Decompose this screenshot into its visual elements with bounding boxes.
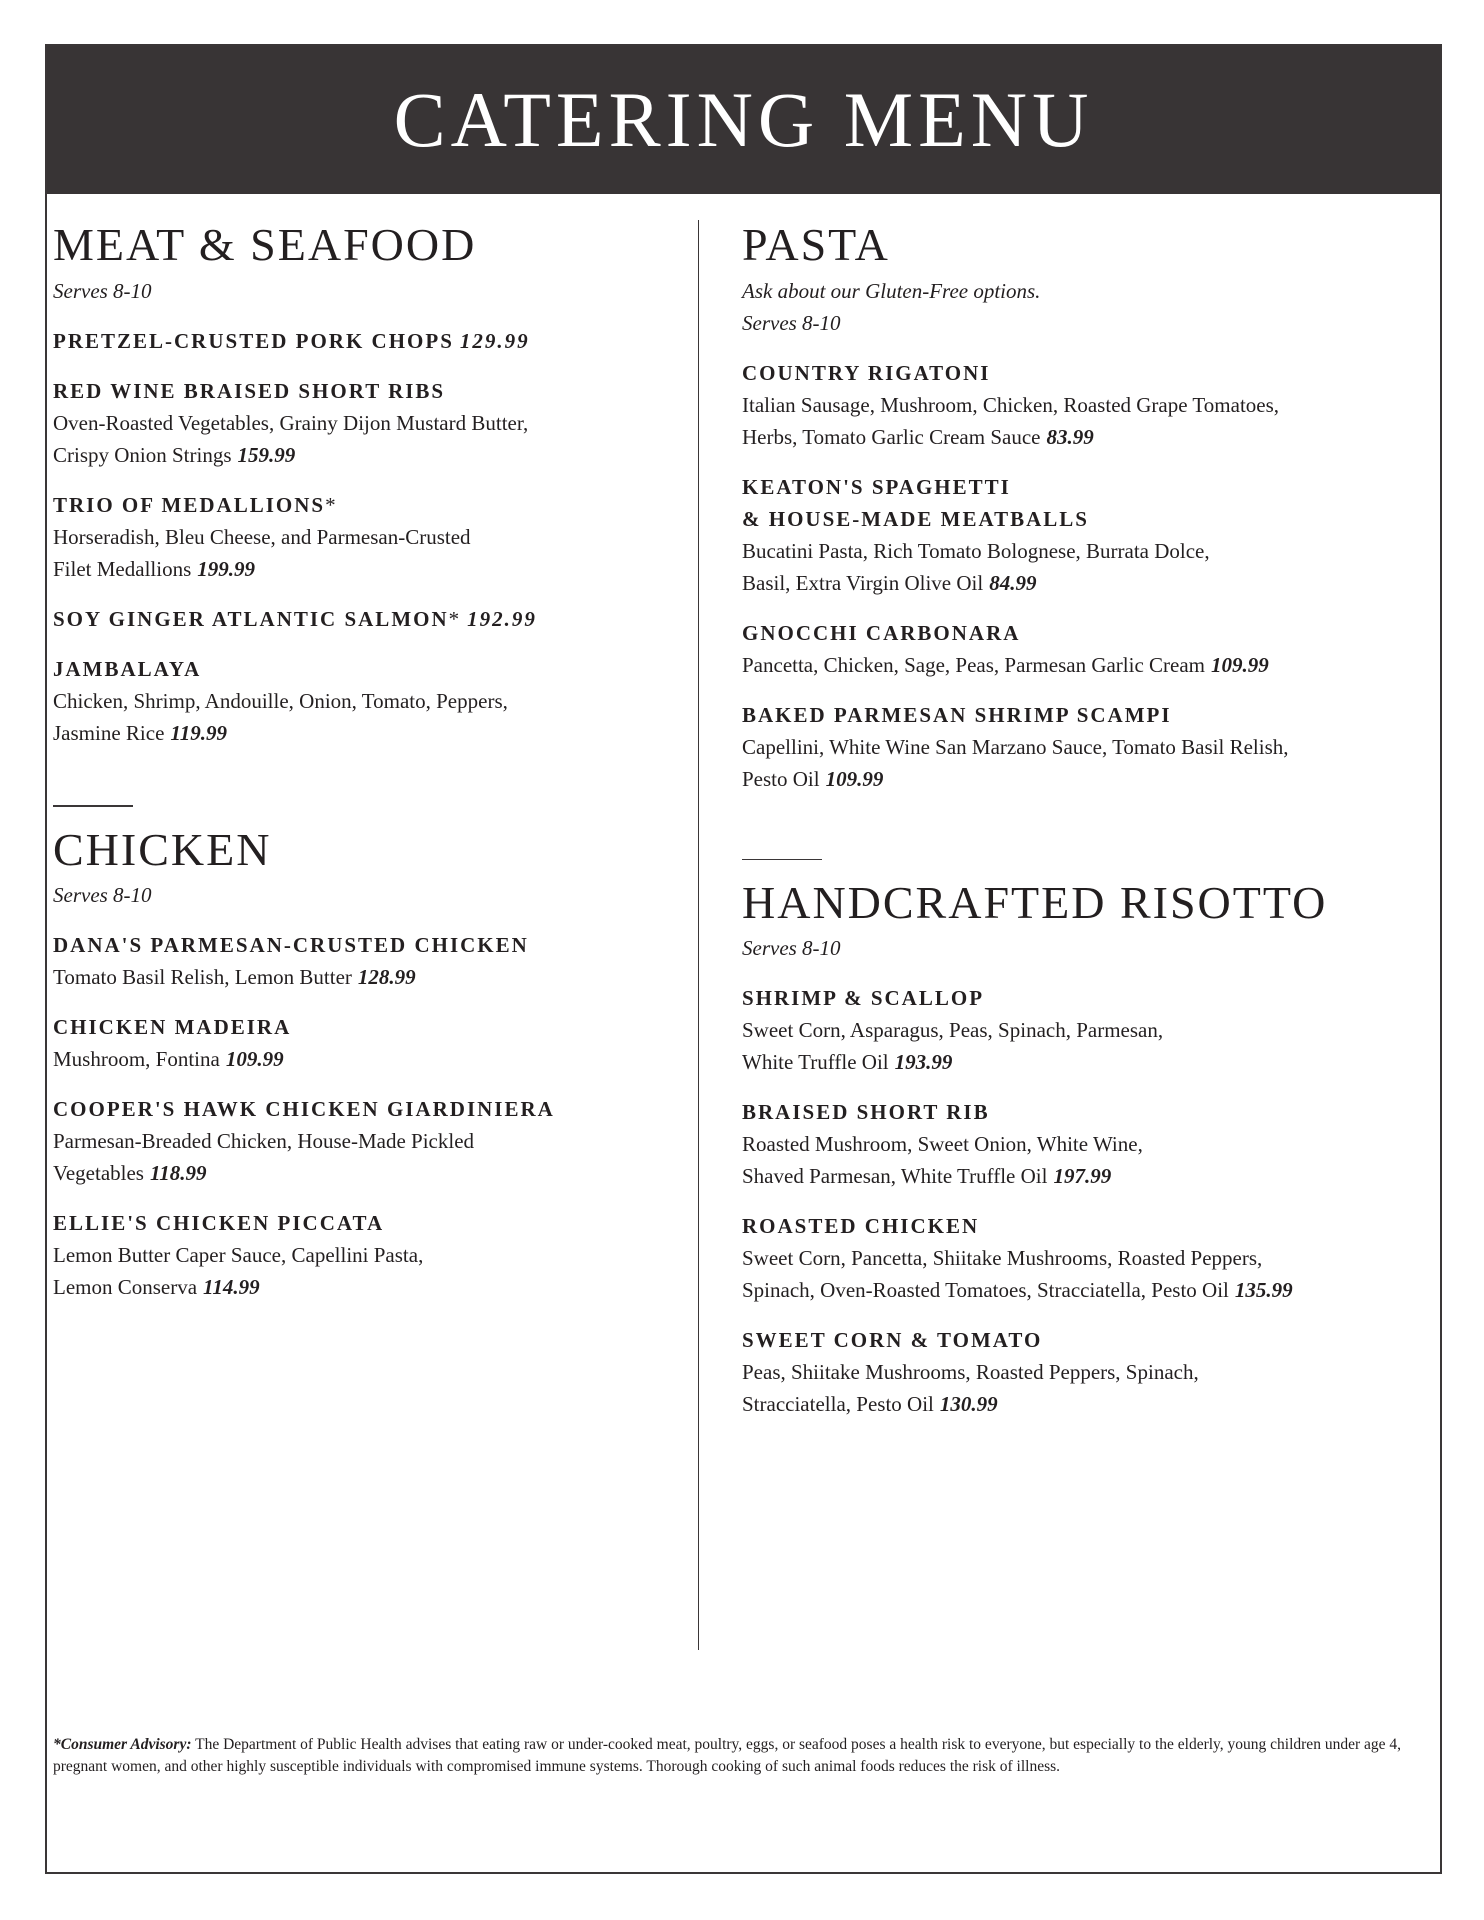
advisory-lead: *Consumer Advisory: <box>53 1736 192 1753</box>
column-divider <box>698 220 699 1650</box>
item-price: 192.99 <box>467 606 537 631</box>
item-desc: Stracciatella, Pesto Oil <box>742 1392 934 1417</box>
item-desc: Pesto Oil <box>742 766 820 791</box>
consumer-advisory <box>53 1734 1436 1778</box>
item-name: JAMBALAYA <box>53 656 202 681</box>
item-price: 84.99 <box>989 570 1037 595</box>
serves-note: Serves 8-10 <box>53 883 152 908</box>
section-title: MEAT & SEAFOOD <box>53 219 477 270</box>
item-desc: Sweet Corn, Pancetta, Shiitake Mushrooms, Roasted Peppers, <box>742 1246 1263 1271</box>
right-column <box>742 220 1362 1420</box>
item-desc: Capellini, White Wine San Marzano Sauce, Tomato Basil Relish, <box>742 734 1289 759</box>
advisory-asterisk: * <box>325 492 338 517</box>
item-price: 130.99 <box>939 1392 998 1417</box>
item-price: 128.99 <box>357 965 416 990</box>
item-desc: Crispy Onion Strings <box>53 442 232 467</box>
item-desc: Sweet Corn, Asparagus, Peas, Spinach, Parmesan, <box>742 1018 1164 1043</box>
item-price: 159.99 <box>237 442 296 467</box>
item-desc: Herbs, Tomato Garlic Cream Sauce <box>742 424 1041 449</box>
advisory-text: The Department of Public Health advises that eating raw or under-cooked meat, poultry, eggs, or seafood poses a health risk to everyone, but especially to the elderly, young children under age 4, pregnant women, and other highly susceptible individuals with compromised immune systems. Thorough cooking of such animal foods reduces the risk of illness. <box>53 1736 1401 1775</box>
item-desc: Filet Medallions <box>53 556 192 581</box>
menu-item <box>53 1093 653 1189</box>
item-name: GNOCCHI CARBONARA <box>742 620 1021 645</box>
serves-note: Serves 8-10 <box>742 310 841 335</box>
menu-item <box>742 1324 1362 1420</box>
item-name: RED WINE BRAISED SHORT RIBS <box>53 378 446 403</box>
item-name: SHRIMP & SCALLOP <box>742 986 985 1011</box>
menu-item <box>742 617 1362 681</box>
menu-item <box>53 1011 653 1075</box>
item-desc: Horseradish, Bleu Cheese, and Parmesan-Crusted <box>53 524 471 549</box>
item-desc: Parmesan-Breaded Chicken, House-Made Pickled <box>53 1129 475 1154</box>
item-name: BAKED PARMESAN SHRIMP SCAMPI <box>742 702 1172 727</box>
menu-item <box>742 357 1362 453</box>
menu-item <box>53 489 653 585</box>
item-name: PRETZEL-CRUSTED PORK CHOPS <box>53 328 454 353</box>
item-name: COUNTRY RIGATONI <box>742 360 991 385</box>
page-title: CATERING MENU <box>393 76 1094 163</box>
menu-item <box>53 929 653 993</box>
item-desc: Jasmine Rice <box>53 720 165 745</box>
item-name: SOY GINGER ATLANTIC SALMON <box>53 606 449 631</box>
item-desc: Lemon Butter Caper Sauce, Capellini Pasta, <box>53 1243 424 1268</box>
item-name: KEATON'S SPAGHETTI <box>742 474 1011 499</box>
menu-item <box>53 653 653 749</box>
section-risotto <box>742 859 1362 1421</box>
item-desc: Roasted Mushroom, Sweet Onion, White Wine, <box>742 1132 1143 1157</box>
item-desc: Chicken, Shrimp, Andouille, Onion, Tomato, Peppers, <box>53 688 508 713</box>
item-price: 109.99 <box>1211 652 1269 677</box>
gluten-free-note: Ask about our Gluten-Free options. <box>742 278 1041 303</box>
section-title: PASTA <box>742 219 890 270</box>
section-chicken <box>53 805 653 1304</box>
item-price: 119.99 <box>170 720 227 745</box>
item-desc: Shaved Parmesan, White Truffle Oil <box>742 1164 1048 1189</box>
item-name: ROASTED CHICKEN <box>742 1214 980 1239</box>
item-desc: Mushroom, Fontina <box>53 1047 220 1072</box>
section-rule <box>53 805 133 807</box>
section-title: HANDCRAFTED RISOTTO <box>742 876 1328 928</box>
item-name: COOPER'S HAWK CHICKEN GIARDINIERA <box>53 1097 555 1122</box>
menu-item <box>742 982 1362 1078</box>
item-desc: Peas, Shiitake Mushrooms, Roasted Peppers, Spinach, <box>742 1360 1199 1385</box>
menu-item <box>742 1096 1362 1192</box>
item-name: BRAISED SHORT RIB <box>742 1100 990 1125</box>
menu-item <box>53 1207 653 1303</box>
item-price: 109.99 <box>225 1047 284 1072</box>
item-price: 193.99 <box>894 1050 953 1075</box>
item-name-line-2: & HOUSE-MADE MEATBALLS <box>742 506 1089 531</box>
left-column <box>53 220 653 1303</box>
item-price: 109.99 <box>825 766 884 791</box>
item-name: CHICKEN MADEIRA <box>53 1015 292 1040</box>
item-desc: Pancetta, Chicken, Sage, Peas, Parmesan Garlic Cream <box>742 652 1206 677</box>
serves-note: Serves 8-10 <box>53 278 152 303</box>
item-desc: Oven-Roasted Vegetables, Grainy Dijon Mustard Butter, <box>53 410 529 435</box>
item-price: 118.99 <box>149 1161 207 1186</box>
menu-item <box>53 325 653 357</box>
item-name: TRIO OF MEDALLIONS <box>53 492 326 517</box>
item-desc: Spinach, Oven-Roasted Tomatoes, Stracciatella, Pesto Oil <box>742 1278 1229 1303</box>
item-name: DANA'S PARMESAN-CRUSTED CHICKEN <box>53 933 529 958</box>
item-name: ELLIE'S CHICKEN PICCATA <box>53 1211 385 1236</box>
section-title: CHICKEN <box>53 823 272 875</box>
serves-note: Serves 8-10 <box>742 936 841 961</box>
header-banner <box>47 46 1440 194</box>
section-pasta <box>742 220 1362 795</box>
item-desc: Vegetables <box>53 1161 144 1186</box>
advisory-asterisk: * <box>448 606 462 631</box>
item-price: 197.99 <box>1053 1164 1112 1189</box>
menu-item <box>742 699 1362 795</box>
menu-item <box>742 471 1362 599</box>
item-price: 199.99 <box>197 556 255 581</box>
item-desc: Tomato Basil Relish, Lemon Butter <box>53 965 352 990</box>
item-desc: Lemon Conserva <box>53 1275 198 1300</box>
section-rule <box>742 859 822 860</box>
menu-item <box>53 375 653 471</box>
item-price: 129.99 <box>459 328 530 353</box>
item-desc: Italian Sausage, Mushroom, Chicken, Roasted Grape Tomatoes, <box>742 392 1280 417</box>
item-desc: Basil, Extra Virgin Olive Oil <box>742 570 984 595</box>
item-desc: White Truffle Oil <box>742 1050 889 1075</box>
item-price: 135.99 <box>1234 1278 1293 1303</box>
item-price: 114.99 <box>203 1275 260 1300</box>
item-price: 83.99 <box>1046 424 1094 449</box>
section-meat-seafood <box>53 220 653 749</box>
menu-item <box>53 603 653 635</box>
menu-item <box>742 1210 1362 1306</box>
item-name: SWEET CORN & TOMATO <box>742 1328 1043 1353</box>
item-desc: Bucatini Pasta, Rich Tomato Bolognese, Burrata Dolce, <box>742 538 1210 563</box>
